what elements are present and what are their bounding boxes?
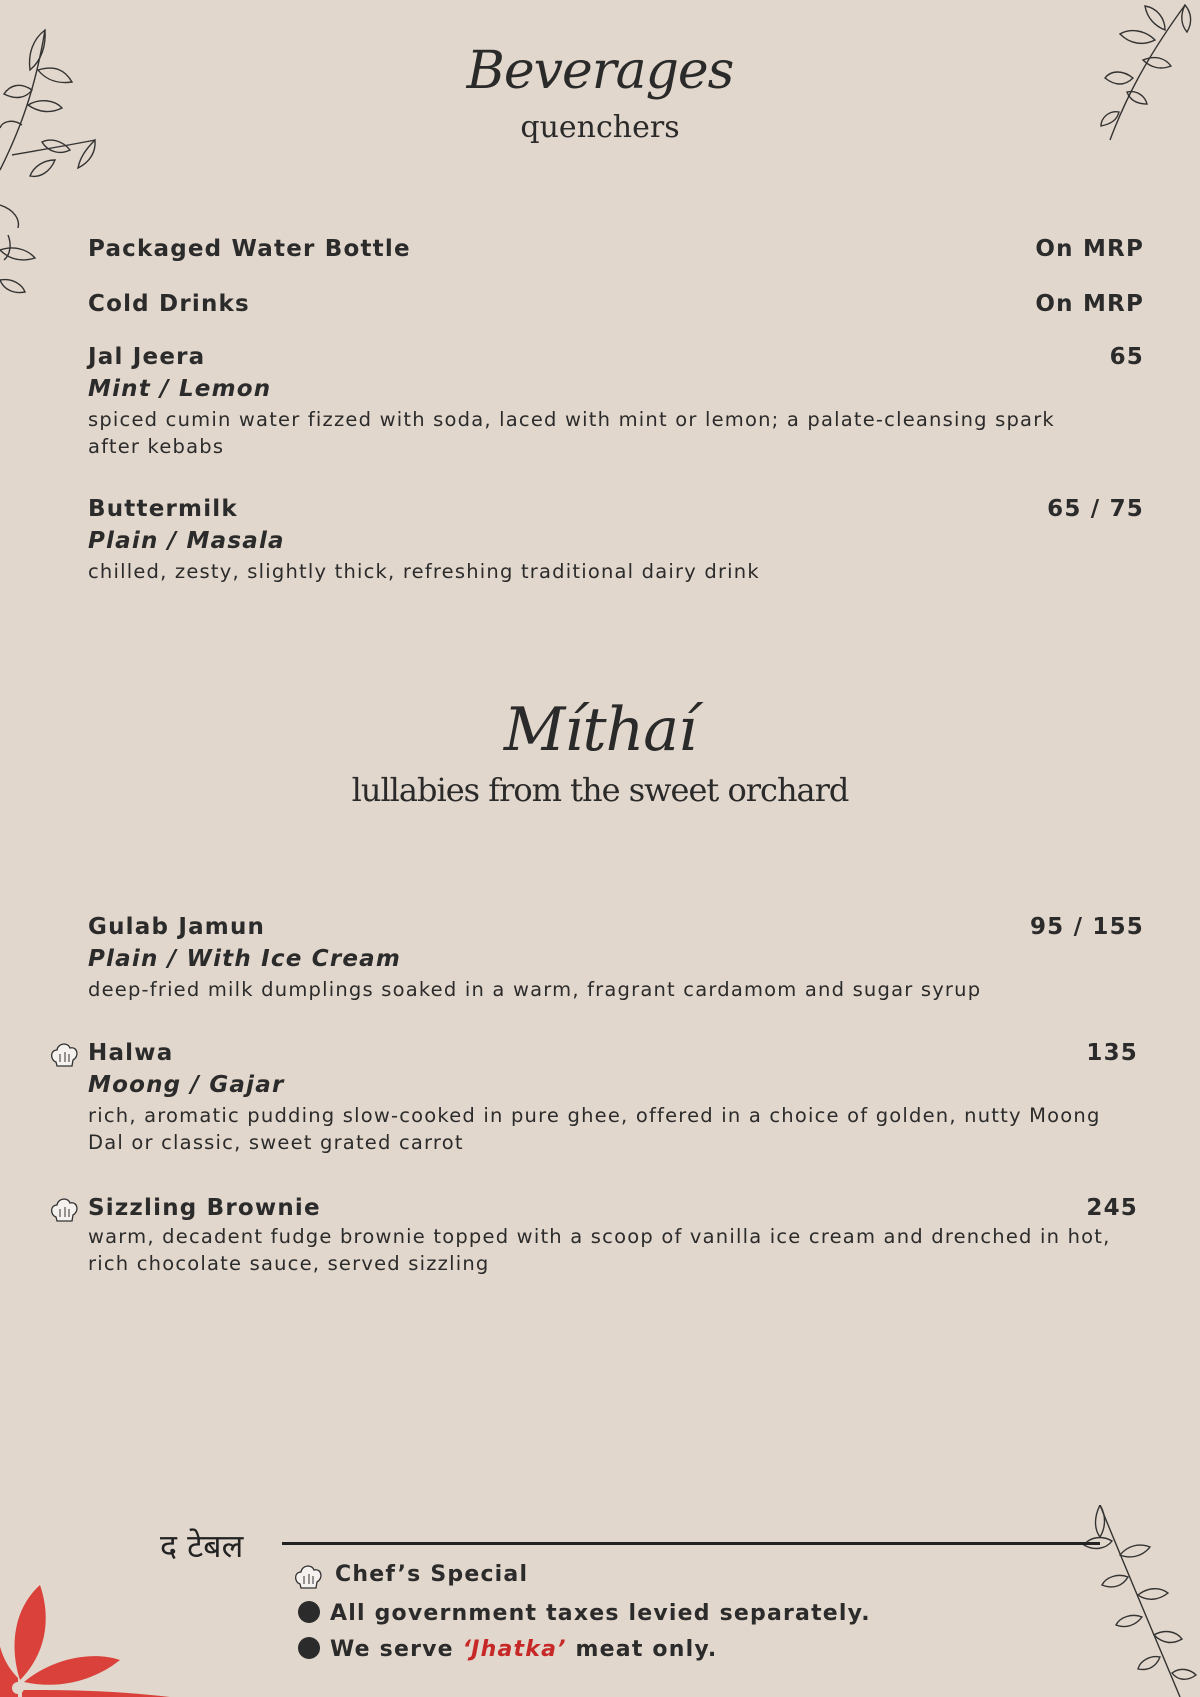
item-variant: Moong / Gajar (88, 1072, 285, 1098)
tax-note-text: All government taxes levied separately. (330, 1601, 871, 1626)
menu-item (88, 342, 1144, 460)
item-description: deep-fried milk dumplings soaked in a warm, fragrant cardamom and sugar syrup (88, 978, 982, 1001)
item-price: 95 / 155 (1029, 914, 1144, 940)
item-description: chilled, zesty, slightly thick, refreshing traditional dairy drink (88, 560, 760, 583)
item-name: Sizzling Brownie (88, 1195, 321, 1221)
bullet-icon (298, 1601, 320, 1623)
chef-hat-icon (48, 1195, 80, 1223)
item-variant: Plain / With Ice Cream (88, 946, 402, 972)
item-description: rich, aromatic pudding slow-cooked in pure ghee, offered in a choice of golden, nutty Moong Dal or classic, sweet grated carrot (88, 1104, 1101, 1154)
item-name: Jal Jeera (88, 344, 206, 370)
menu-item (88, 912, 1144, 1003)
divider (282, 1542, 1100, 1545)
chef-hat-icon (292, 1562, 324, 1590)
mithai-subtitle: lullabies from the sweet orchard (351, 771, 849, 809)
bullet-icon (298, 1637, 320, 1659)
item-price: 65 (1109, 344, 1144, 370)
item-price: 65 / 75 (1047, 496, 1144, 522)
beverages-subtitle: quenchers (520, 110, 680, 145)
item-price: On MRP (1035, 291, 1144, 317)
menu-item (88, 1038, 1138, 1156)
item-name: Packaged Water Bottle (88, 236, 411, 262)
menu-item (88, 289, 1144, 319)
item-price: On MRP (1035, 236, 1144, 262)
leaf-branch-bottom-right-icon (1080, 1505, 1200, 1697)
item-description: spiced cumin water fizzed with soda, laced with mint or lemon; a palate-cleansing spark after kebabs (88, 408, 1055, 458)
item-price: 135 (1086, 1040, 1138, 1066)
beverages-title: Beverages (466, 41, 734, 101)
item-name: Gulab Jamun (88, 914, 266, 940)
chef-hat-icon (48, 1040, 80, 1068)
meat-note-highlight: ‘Jhatka’ (462, 1637, 567, 1662)
brand-name: द टेबल (160, 1527, 244, 1565)
item-name: Cold Drinks (88, 291, 250, 317)
menu-item (88, 494, 1144, 585)
meat-note-pre: We serve (330, 1637, 463, 1662)
item-name: Halwa (88, 1040, 174, 1066)
item-name: Buttermilk (88, 496, 238, 522)
item-price: 245 (1086, 1195, 1138, 1221)
meat-note (298, 1637, 717, 1662)
menu-item (88, 234, 1144, 264)
tax-note (298, 1601, 871, 1626)
item-description: warm, decadent fudge brownie topped with a scoop of vanilla ice cream and drenched in hot, rich chocolate sauce, served sizzling (88, 1225, 1111, 1275)
chef-special-label: Chef’s Special (335, 1562, 529, 1587)
meat-note-post: meat only. (566, 1637, 718, 1662)
flower-icon (0, 1540, 175, 1697)
item-variant: Plain / Masala (88, 528, 285, 554)
mithai-title: Míthaí (503, 695, 697, 765)
menu-item (88, 1193, 1138, 1277)
item-variant: Mint / Lemon (88, 376, 272, 402)
